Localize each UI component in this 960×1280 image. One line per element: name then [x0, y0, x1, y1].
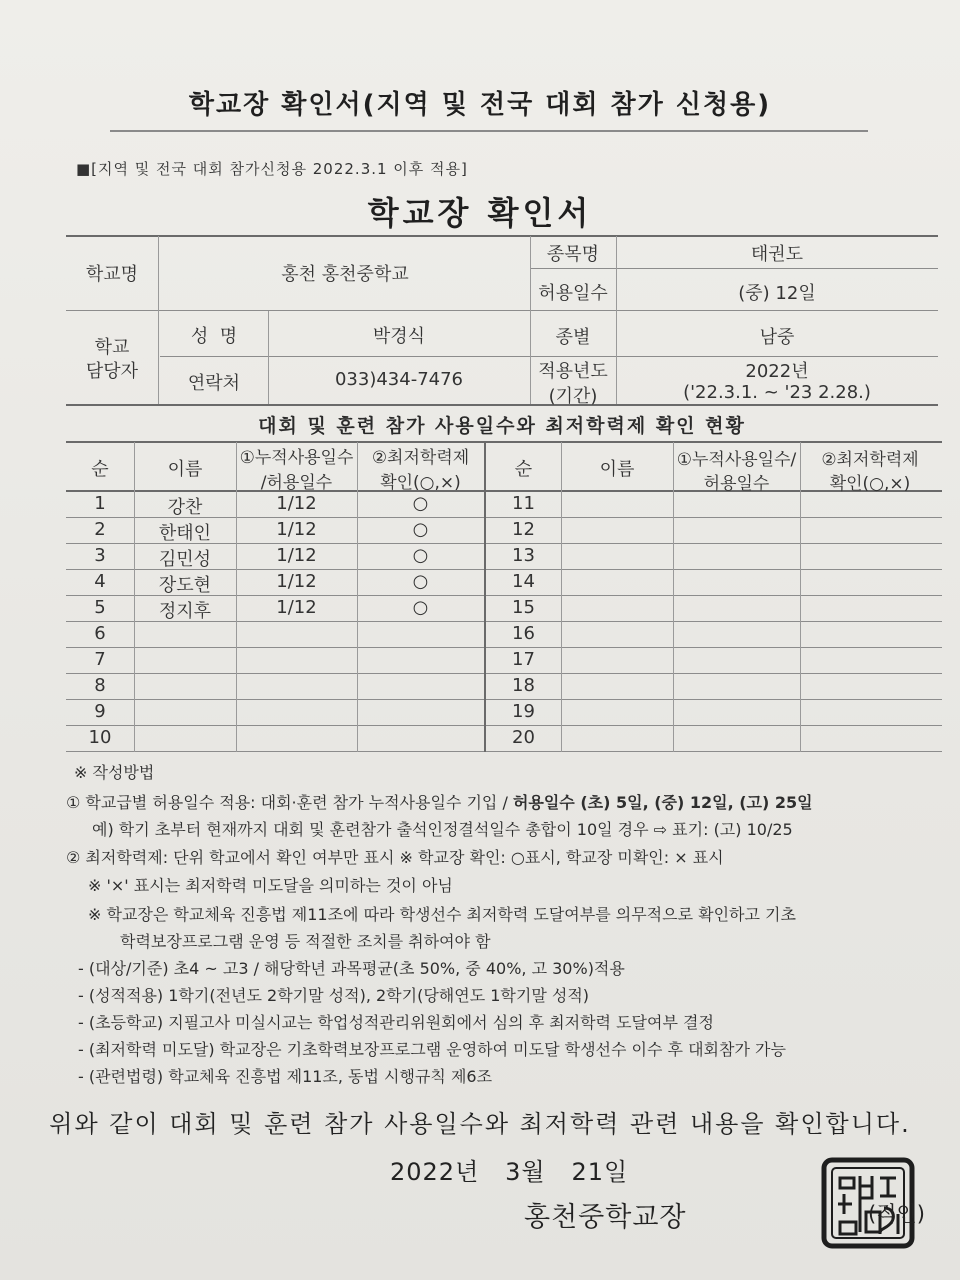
row-number: 13 [512, 545, 535, 566]
instruction-1-text: ① 학교급별 허용일수 적용: 대회·훈련 참가 누적사용일수 기입 / [66, 793, 513, 812]
name-value: 박경식 [372, 326, 426, 347]
instructions-heading: ※ 작성방법 [74, 763, 155, 782]
rule [561, 442, 562, 752]
academic-check: ○ [412, 493, 429, 514]
detail-5: - (관련법령) 학교체육 진흥법 제11조, 동법 시행규칙 제6조 [78, 1067, 493, 1086]
instruction-2-note-a: ※ '×' 표시는 최저학력 미도달을 의미하는 것이 아님 [88, 876, 453, 895]
rule [66, 404, 938, 406]
student-name: 장도현 [158, 575, 212, 596]
days-used: 1/12 [276, 597, 317, 618]
row-number: 9 [94, 701, 106, 722]
days-value: (중) 12일 [738, 283, 816, 304]
row-number: 12 [512, 519, 535, 540]
academic-check: ○ [412, 597, 429, 618]
row-number: 14 [512, 571, 535, 592]
detail-1: - (대상/기준) 초4 ~ 고3 / 해당학년 과목평균(초 50%, 중 40%, 고 30%)적용 [78, 959, 625, 978]
row-rule [66, 673, 942, 674]
row-rule [66, 699, 942, 700]
days-used: 1/12 [276, 493, 317, 514]
student-name: 정지후 [158, 601, 212, 622]
days-used: 1/12 [276, 571, 317, 592]
academic-check: ○ [412, 545, 429, 566]
academic-check: ○ [412, 571, 429, 592]
row-number: 16 [512, 623, 535, 644]
applicability-note: ■[지역 및 전국 대회 참가신청용 2022.3.1 이후 적용] [76, 160, 468, 178]
row-number: 11 [512, 493, 535, 514]
instruction-1-bold: 허용일수 (초) 5일, (중) 12일, (고) 25일 [512, 793, 813, 812]
detail-3: - (초등학교) 지필고사 미실시교는 학업성적관리위원회에서 심의 후 최저학력 도달여부 결정 [78, 1013, 714, 1032]
instruction-2-note-b-cont: 학력보장프로그램 운영 등 적절한 조치를 취하여야 함 [120, 932, 491, 951]
rule [530, 268, 938, 269]
header-check-left-2: 확인(○,×) [380, 473, 461, 493]
year-label-line2: (기간) [548, 386, 598, 407]
instruction-1-example: 예) 학기 초부터 현재까지 대회 및 훈련참가 출석인정결석일수 총합이 10일 경우 ⇨ 표기: (고) 10/25 [92, 820, 793, 839]
row-number: 18 [512, 675, 535, 696]
student-name: 한태인 [158, 523, 212, 544]
school-value: 홍천 홍천중학교 [281, 264, 409, 285]
header-days-right-2: 허용일수 [703, 474, 770, 494]
row-number: 8 [94, 675, 106, 696]
header-days-left-1: ①누적사용일수 [239, 448, 354, 468]
phone-label: 연락처 [187, 373, 241, 394]
row-number: 15 [512, 597, 535, 618]
row-number: 5 [94, 597, 106, 618]
instruction-1 [66, 790, 813, 813]
school-label: 학교명 [85, 264, 139, 285]
row-number: 2 [94, 519, 106, 540]
confirmation-statement: 위와 같이 대회 및 훈련 참가 사용일수와 최저학력 관련 내용을 확인합니다. [49, 1110, 911, 1138]
header-name-left: 이름 [167, 459, 203, 480]
instruction-2: ② 최저학력제: 단위 학교에서 확인 여부만 표시 ※ 학교장 확인: ○표시, 학교장 미확인: × 표시 [66, 848, 724, 867]
detail-2: - (성적적용) 1학기(전년도 2학기말 성적), 2학기(당해연도 1학기말 성적) [78, 986, 590, 1005]
days-label: 허용일수 [538, 283, 608, 304]
header-no-right: 순 [514, 459, 533, 480]
header-check-right-2: 확인(○,×) [829, 474, 911, 494]
document-heading: 학교장 확인서(지역 및 전국 대회 참가 신청용) [188, 90, 772, 120]
row-number: 7 [94, 649, 106, 670]
rule [66, 235, 938, 237]
contact-label-line1: 학교 [94, 337, 130, 358]
row-number: 6 [94, 623, 106, 644]
row-number: 3 [94, 545, 106, 566]
type-label: 종별 [555, 327, 591, 348]
instruction-2-note-b: ※ 학교장은 학교체육 진흥법 제11조에 따라 학생선수 최저학력 도달여부를 의무적으로 확인하고 기초 [88, 905, 796, 924]
row-rule [66, 647, 942, 648]
form-title: 학교장 확인서 [367, 194, 593, 232]
phone-value: 033)434-7476 [334, 369, 464, 390]
year-label-line1: 적용년도 [538, 361, 608, 382]
header-check-right-1: ②최저학력제 [821, 450, 919, 470]
days-used: 1/12 [276, 545, 317, 566]
type-value: 남중 [759, 327, 795, 348]
event-value: 태권도 [750, 244, 804, 265]
row-rule [66, 725, 942, 726]
header-days-right-1: ①누적사용일수/ [676, 450, 797, 470]
rule [158, 236, 159, 404]
days-used: 1/12 [276, 519, 317, 540]
header-name-right: 이름 [599, 459, 635, 480]
rule [66, 310, 938, 311]
seal-label: (직인) [868, 1202, 925, 1226]
student-name: 김민성 [158, 549, 212, 570]
principal-title: 홍천중학교장 [524, 1202, 687, 1233]
year-value-line2: ('22.3.1. ~ '23 2.28.) [683, 382, 871, 403]
student-name: 강찬 [167, 497, 203, 518]
heading-rule [110, 130, 868, 132]
header-check-left-1: ②최저학력제 [371, 448, 470, 468]
academic-check: ○ [412, 519, 429, 540]
rule [66, 441, 942, 443]
row-number: 4 [94, 571, 106, 592]
row-rule [66, 751, 942, 752]
issue-date: 2022년 3월 21일 [390, 1158, 629, 1186]
header-no-left: 순 [91, 459, 109, 480]
year-value-line1: 2022년 [745, 361, 809, 382]
row-number: 10 [88, 727, 112, 748]
name-label: 성 명 [190, 326, 238, 347]
row-number: 20 [512, 727, 535, 748]
contact-label-line2: 담당자 [85, 361, 139, 382]
header-days-left-2: /허용일수 [260, 473, 333, 493]
row-number: 19 [512, 701, 535, 722]
row-number: 1 [94, 493, 106, 514]
row-number: 17 [512, 649, 535, 670]
section-title: 대회 및 훈련 참가 사용일수와 최저학력제 확인 현황 [258, 415, 746, 437]
event-label: 종목명 [546, 244, 600, 265]
detail-4: - (최저학력 미도달) 학교장은 기초학력보장프로그램 운영하여 미도달 학생선수 이수 후 대회참가 가능 [78, 1040, 786, 1059]
